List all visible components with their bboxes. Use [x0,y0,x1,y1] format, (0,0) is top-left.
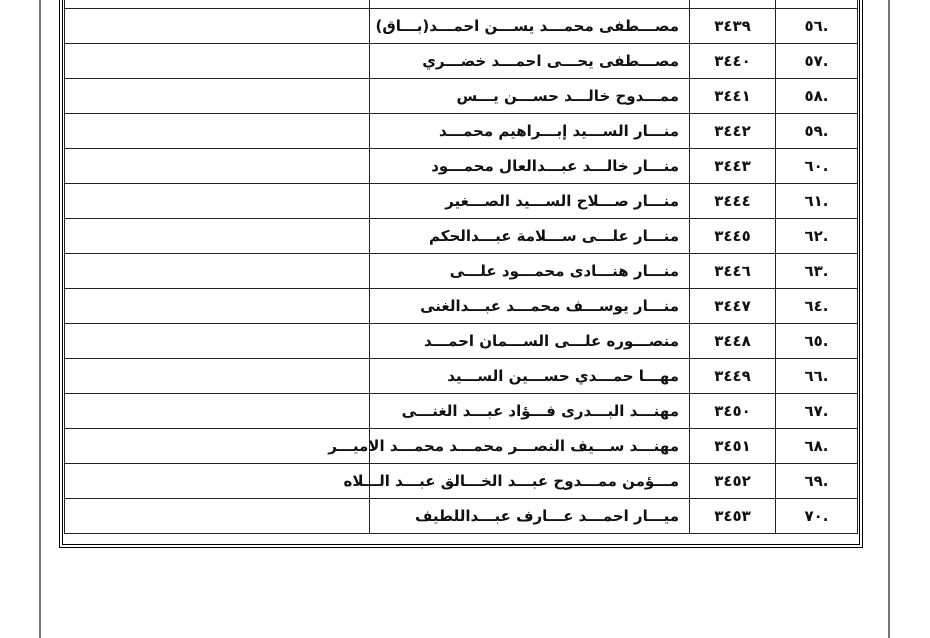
table-row [65,79,858,114]
row-number: .٥٧ [776,44,858,79]
row-number: .٦٤ [776,289,858,324]
table-top-row [65,0,858,9]
student-name: ممـــدوح خالـــد حســـن يـــس [370,79,690,114]
student-name: منـــار علـــى ســـلامة عبـــدالحكم [370,219,690,254]
student-name: مهنـــد البـــدرى فـــؤاد عبـــد الغنـــى [370,394,690,429]
table-row [65,184,858,219]
table-row [65,359,858,394]
row-number: .٦٨ [776,429,858,464]
student-name: مصـــطفى محمـــد يســـن احمـــد(بـــاق) [370,9,690,44]
student-name: مهنـــد ســـيف النصـــر محمـــد محمـــد الاميـــر [370,429,690,464]
student-id: ٣٤٤٣ [690,149,776,184]
student-id: ٣٤٤٤ [690,184,776,219]
table-row [65,324,858,359]
table-row [65,464,858,499]
table-row [65,394,858,429]
student-id: ٣٤٤٠ [690,44,776,79]
blank-cell [65,289,370,324]
student-name: مصـــطفى يحـــى احمـــد خضـــري [370,44,690,79]
student-id: ٣٤٥١ [690,429,776,464]
student-id: ٣٤٥٠ [690,394,776,429]
table-row [65,254,858,289]
student-name: ميـــار احمـــد عـــارف عبـــداللطيف [370,499,690,534]
row-number: .٦٠ [776,149,858,184]
row-number: .٦٣ [776,254,858,289]
table-row [65,9,858,44]
row-number: .٦٥ [776,324,858,359]
student-id: ٣٤٣٩ [690,9,776,44]
row-number: .٦٢ [776,219,858,254]
student-id: ٣٤٤٨ [690,324,776,359]
student-name: منـــار هنـــادى محمـــود علـــى [370,254,690,289]
student-id: ٣٤٤٢ [690,114,776,149]
student-name: منصـــوره علـــى الســـمان احمـــد [370,324,690,359]
table-cell [776,0,858,9]
student-id: ٣٤٤١ [690,79,776,114]
table-row [65,289,858,324]
blank-cell [65,44,370,79]
table-cell [690,0,776,9]
row-number: .٦٩ [776,464,858,499]
table-row [65,44,858,79]
student-name: مهـــا حمـــدي حســـين الســـيد [370,359,690,394]
row-number: .٦٦ [776,359,858,394]
student-id: ٣٤٤٥ [690,219,776,254]
table-cell [65,0,370,9]
blank-cell [65,184,370,219]
student-id: ٣٤٥٣ [690,499,776,534]
table-row [65,114,858,149]
blank-cell [65,254,370,289]
student-id: ٣٤٤٩ [690,359,776,394]
row-number: .٥٨ [776,79,858,114]
blank-cell [65,219,370,254]
row-number: .٥٦ [776,9,858,44]
row-number: .٦١ [776,184,858,219]
student-name: منـــار الســـيد إبـــراهيم محمـــد [370,114,690,149]
table-cell [370,0,690,9]
table-row [65,149,858,184]
blank-cell [65,114,370,149]
student-table-body [65,0,858,534]
student-id: ٣٤٥٢ [690,464,776,499]
table-row [65,219,858,254]
student-table [64,0,858,534]
table-row [65,429,858,464]
blank-cell [65,429,370,464]
row-number: .٦٧ [776,394,858,429]
blank-cell [65,149,370,184]
student-name: مـــؤمن ممـــدوح عبـــد الخـــالق عبـــد الـــلاه [370,464,690,499]
student-name: منـــار خالـــد عبـــدالعال محمـــود [370,149,690,184]
table-row [65,499,858,534]
student-name: منـــار يوســـف محمـــد عبـــدالغنى [370,289,690,324]
blank-cell [65,324,370,359]
blank-cell [65,79,370,114]
student-id: ٣٤٤٧ [690,289,776,324]
row-number: .٧٠ [776,499,858,534]
row-number: .٥٩ [776,114,858,149]
student-id: ٣٤٤٦ [690,254,776,289]
blank-cell [65,359,370,394]
blank-cell [65,464,370,499]
student-name: منـــار صـــلاح الســـيد الصـــغير [370,184,690,219]
blank-cell [65,394,370,429]
blank-cell [65,9,370,44]
blank-cell [65,499,370,534]
